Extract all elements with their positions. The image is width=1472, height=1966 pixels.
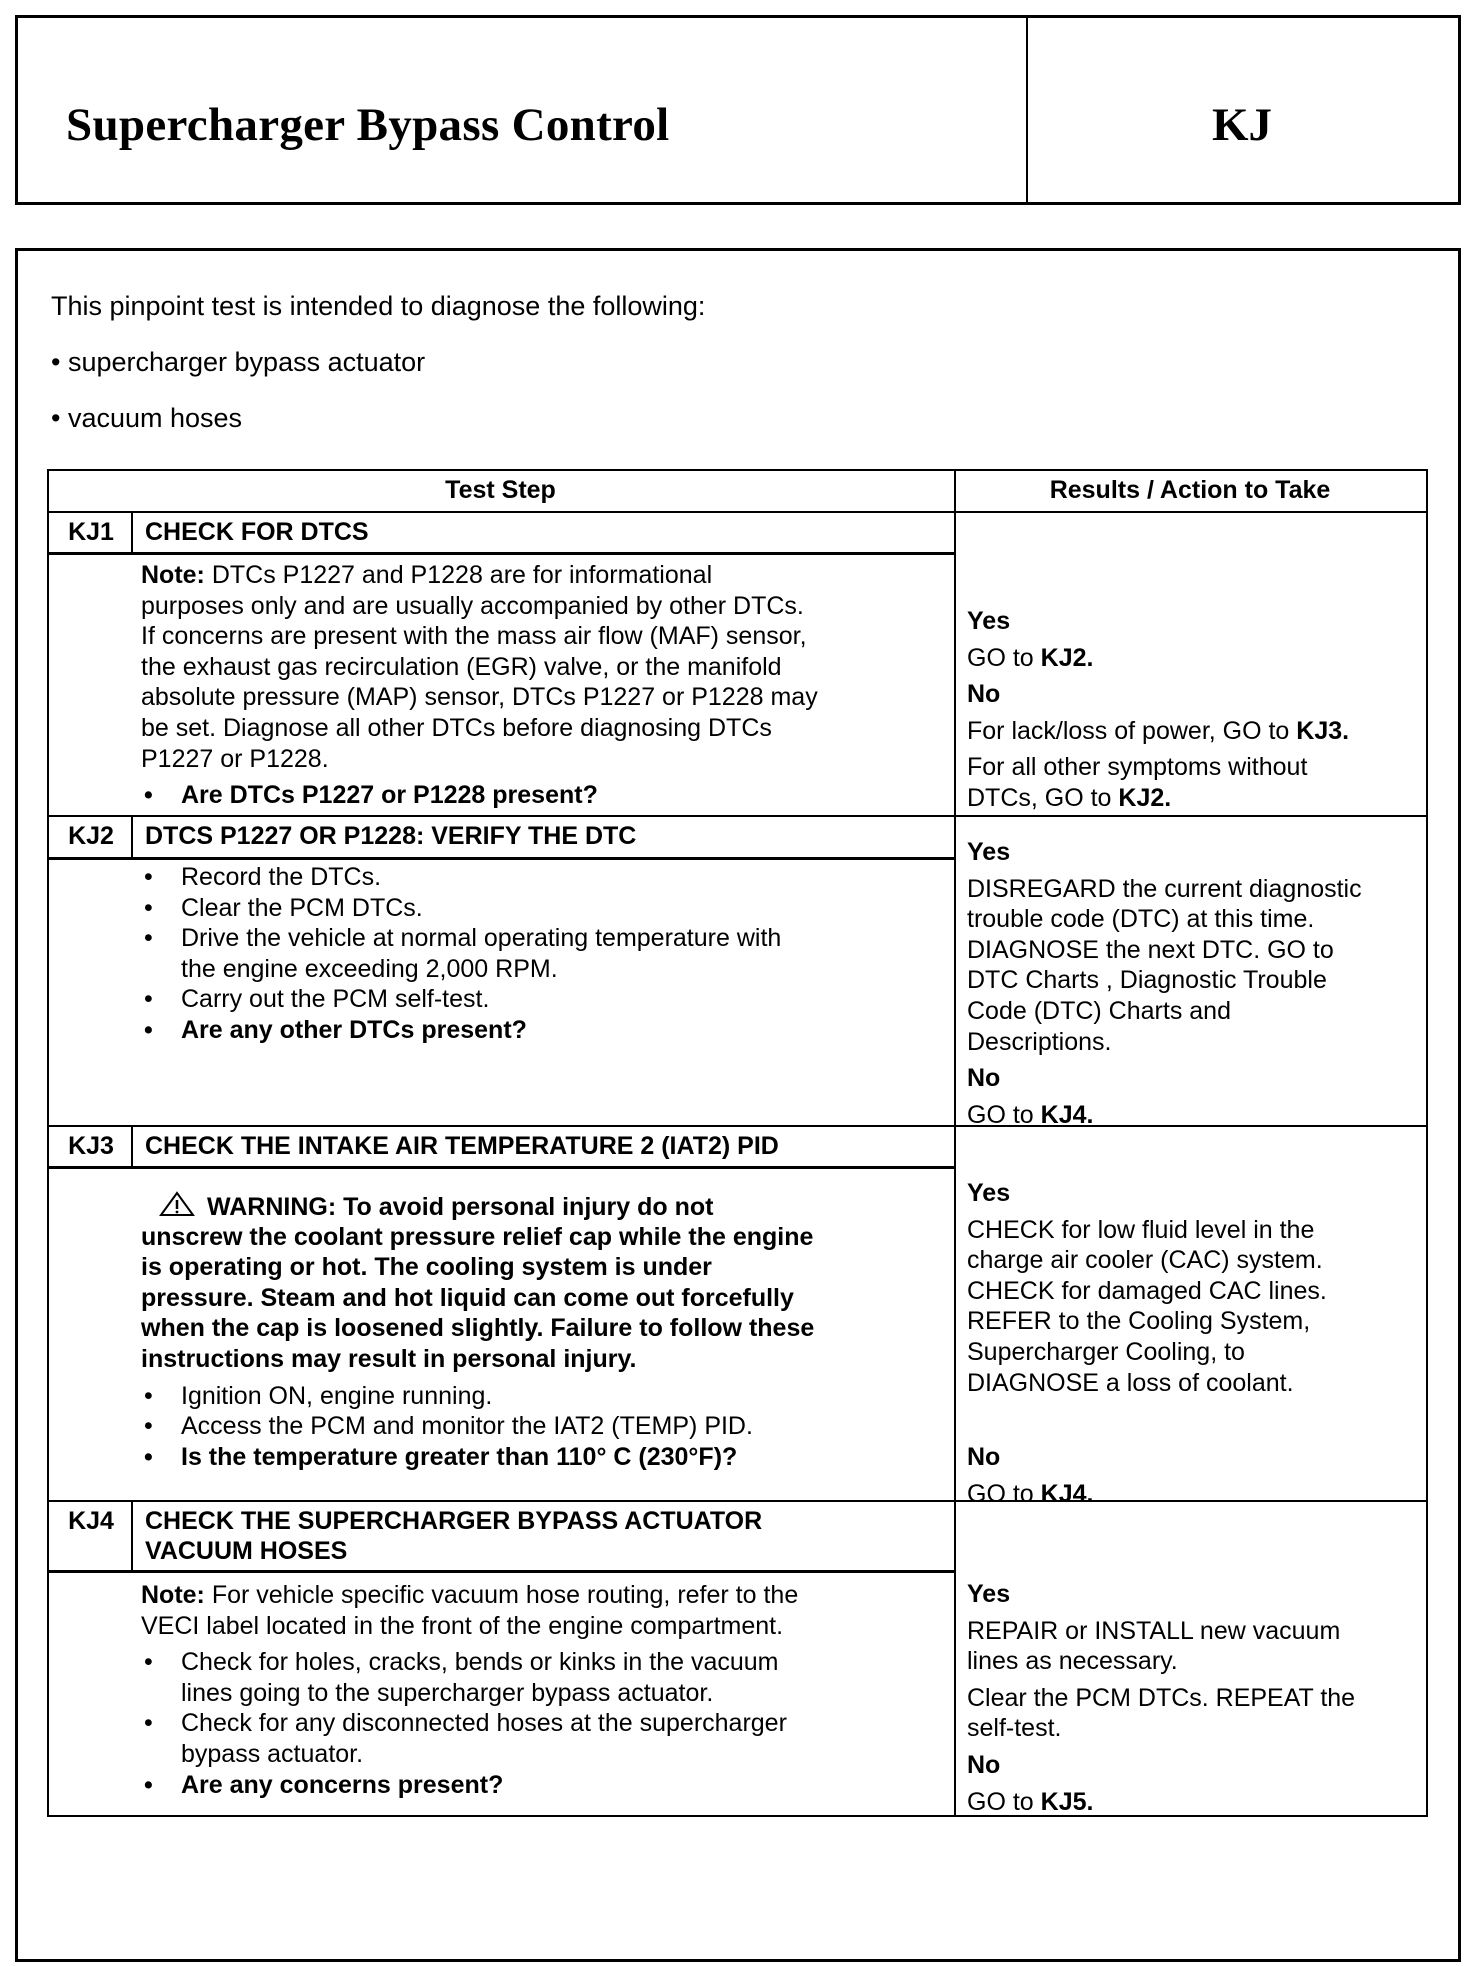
result-action-text [967,643,1349,674]
text-segment: DTCs, GO to [967,783,1119,812]
result-action-text: Clear the PCM DTCs. REPEAT the [967,1683,1356,1712]
bullet-line [141,1381,814,1412]
bullet-text: bypass actuator. [181,1739,364,1768]
bullet-text: Check for any disconnected hoses at the supercharger [181,1709,787,1738]
step-body [141,560,818,811]
result-action-text: REPAIR or INSTALL new vacuum [967,1616,1341,1645]
table-rule [47,815,1426,817]
table-rule [131,1500,133,1570]
column-header-results: Results / Action to Take [1049,476,1331,504]
step-title: VACUUM HOSES [145,1537,348,1565]
result-action-text [967,1787,1355,1818]
result-action-text: lines as necessary. [967,1647,1178,1676]
bullet-line [141,862,781,893]
table-rule [131,815,133,857]
note-line: the exhaust gas recirculation (EGR) valve, or the manifold [141,652,782,681]
result-action-text: DIAGNOSE the next DTC. GO to [967,935,1334,964]
step-id: KJ2 [68,822,114,850]
warning-line: unscrew the coolant pressure relief cap while the engine [141,1222,814,1251]
bullet-line [141,923,781,954]
warning-line: is operating or hot. The cooling system is under [141,1253,712,1282]
intro-lead: This pinpoint test is intended to diagnose the following: [51,291,706,321]
text-segment: GO to [967,643,1041,672]
table-rule [47,469,1426,471]
section-code: KJ [1211,99,1273,151]
bullet-line [141,893,781,924]
result-yes-label: Yes [967,1179,1011,1207]
step-reference: KJ5. [1040,1787,1094,1816]
step-results [967,606,1349,814]
result-action-text: DTC Charts , Diagnostic Trouble [967,966,1327,995]
step-title: DTCS P1227 OR P1228: VERIFY THE DTC [145,822,637,850]
note-line: absolute pressure (MAP) sensor, DTCs P1227 or P1228 may [141,683,818,712]
step-reference: KJ4. [1040,1479,1094,1508]
bullet-text: Are any concerns present? [181,1770,504,1799]
column-header-test-step: Test Step [445,476,556,504]
header-box [15,15,1461,205]
bullet-line [141,780,818,811]
bullet-line [141,1708,798,1739]
bullet-text: Are DTCs P1227 or P1228 present? [181,781,598,810]
bullet-line [141,1770,798,1801]
note-line [141,560,818,591]
table-rule [47,511,1426,513]
note-line: purposes only and are usually accompanied by other DTCs. [141,591,804,620]
result-action-text: CHECK for damaged CAC lines. [967,1276,1327,1305]
warning-text: WARNING: To avoid personal injury do not [207,1193,714,1221]
note-line: If concerns are present with the mass air flow (MAF) sensor, [141,622,807,651]
bullet-line [141,1647,798,1678]
bullet-text: the engine exceeding 2,000 RPM. [181,954,558,983]
result-action-text [967,716,1349,747]
warning-line: instructions may result in personal injury. [141,1344,637,1373]
text-segment: For lack/loss of power, GO to [967,716,1297,745]
step-results [967,837,1362,1130]
step-title: CHECK THE INTAKE AIR TEMPERATURE 2 (IAT2) PID [145,1132,779,1160]
result-action-text: trouble code (DTC) at this time. [967,905,1315,934]
note-line: VECI label located in the front of the engine compartment. [141,1611,784,1640]
step-body [141,1580,798,1800]
bullet-icon: • [144,1709,153,1738]
warning-triangle-icon [159,1193,207,1221]
bullet-icon: • [144,1442,153,1471]
result-no-label: No [967,1064,1001,1093]
result-action-text: Supercharger Cooling, to [967,1337,1245,1366]
intro-item: • supercharger bypass actuator [51,347,426,377]
result-action-text: charge air cooler (CAC) system. [967,1246,1323,1275]
bullet-icon: • [144,1381,153,1410]
step-reference: KJ4. [1040,1100,1094,1129]
bullet-icon: • [144,893,153,922]
step-results [967,1579,1355,1817]
step-body [141,1191,814,1472]
step-title: CHECK THE SUPERCHARGER BYPASS ACTUATOR [145,1507,763,1535]
result-action-text [967,1100,1362,1131]
table-rule [954,469,956,1815]
bullet-line [141,984,781,1015]
step-reference: KJ2. [1118,783,1172,812]
bullet-text: Ignition ON, engine running. [181,1381,493,1410]
note-label: Note: [141,1581,205,1609]
bullet-line [141,1015,781,1046]
bullet-icon: • [144,985,153,1014]
bullet-icon: • [144,924,153,953]
warning-line [141,1191,814,1222]
table-rule [47,1166,954,1169]
result-yes-label: Yes [967,1580,1011,1608]
result-action-text: Descriptions. [967,1027,1112,1056]
bullet-text: Check for holes, cracks, bends or kinks in the vacuum [181,1648,779,1677]
bullet-icon: • [144,1015,153,1044]
note-line: be set. Diagnose all other DTCs before diagnosing DTCs [141,713,772,742]
bullet-icon: • [144,781,153,810]
result-no-label: No [967,1443,1001,1472]
note-text: DTCs P1227 and P1228 are for informational [204,561,713,589]
text-segment: GO to [967,1100,1041,1129]
spacer [967,1398,1327,1442]
result-no-label: No [967,680,1001,709]
note-line: P1227 or P1228. [141,744,329,773]
bullet-text: Clear the PCM DTCs. [181,893,423,922]
result-action-text: self-test. [967,1714,1062,1743]
bullet-icon: • [144,863,153,891]
bullet-icon: • [144,1770,153,1799]
table-rule [1426,469,1428,1817]
table-rule [131,1125,133,1166]
bullet-icon: • [144,1648,153,1677]
bullet-text: Drive the vehicle at normal operating temperature with [181,924,782,953]
table-rule [47,857,954,860]
step-body [141,862,781,1046]
bullet-line [141,1739,798,1770]
page-title: Supercharger Bypass Control [66,99,670,151]
result-yes-label: Yes [967,607,1011,635]
result-action-text [967,1479,1327,1510]
note-line [141,1580,798,1611]
result-no-label: No [967,1750,1001,1779]
bullet-text: Record the DTCs. [181,863,382,891]
result-action-text: REFER to the Cooling System, [967,1307,1311,1336]
result-action-text: For all other symptoms without [967,753,1308,782]
table-rule [131,511,133,552]
bullet-line [141,954,781,985]
bullet-line [141,1678,798,1709]
step-id: KJ4 [68,1507,114,1535]
step-reference: KJ3. [1296,716,1350,745]
text-segment: GO to [967,1479,1041,1508]
bullet-text: lines going to the supercharger bypass actuator. [181,1678,714,1707]
result-action-text [967,783,1349,814]
note-label: Note: [141,561,205,589]
note-text: For vehicle specific vacuum hose routing, refer to the [204,1581,799,1609]
bullet-text: Carry out the PCM self-test. [181,985,490,1014]
bullet-icon: • [144,1412,153,1441]
table-rule [47,1570,954,1573]
warning-line: pressure. Steam and hot liquid can come out forcefully [141,1283,794,1312]
intro-item: • vacuum hoses [51,403,243,433]
step-id: KJ1 [68,518,114,546]
result-action-text: DIAGNOSE a loss of coolant. [967,1368,1294,1397]
bullet-text: Access the PCM and monitor the IAT2 (TEMP) PID. [181,1412,753,1441]
table-rule [47,552,954,555]
bullet-text: Are any other DTCs present? [181,1015,527,1044]
bullet-line [141,1411,814,1442]
result-action-text: Code (DTC) Charts and [967,996,1231,1025]
bullet-line [141,1442,814,1473]
result-yes-label: Yes [967,838,1011,866]
step-id: KJ3 [68,1132,114,1160]
bullet-text: Is the temperature greater than 110° C (230°F)? [181,1442,738,1471]
step-reference: KJ2. [1040,643,1094,672]
text-segment: GO to [967,1787,1041,1816]
step-title: CHECK FOR DTCS [145,518,369,546]
warning-line: when the cap is loosened slightly. Failure to follow these [141,1314,815,1343]
result-action-text: DISREGARD the current diagnostic [967,874,1362,903]
result-action-text: CHECK for low fluid level in the [967,1215,1315,1244]
step-results [967,1178,1327,1509]
table-rule [47,469,49,1815]
